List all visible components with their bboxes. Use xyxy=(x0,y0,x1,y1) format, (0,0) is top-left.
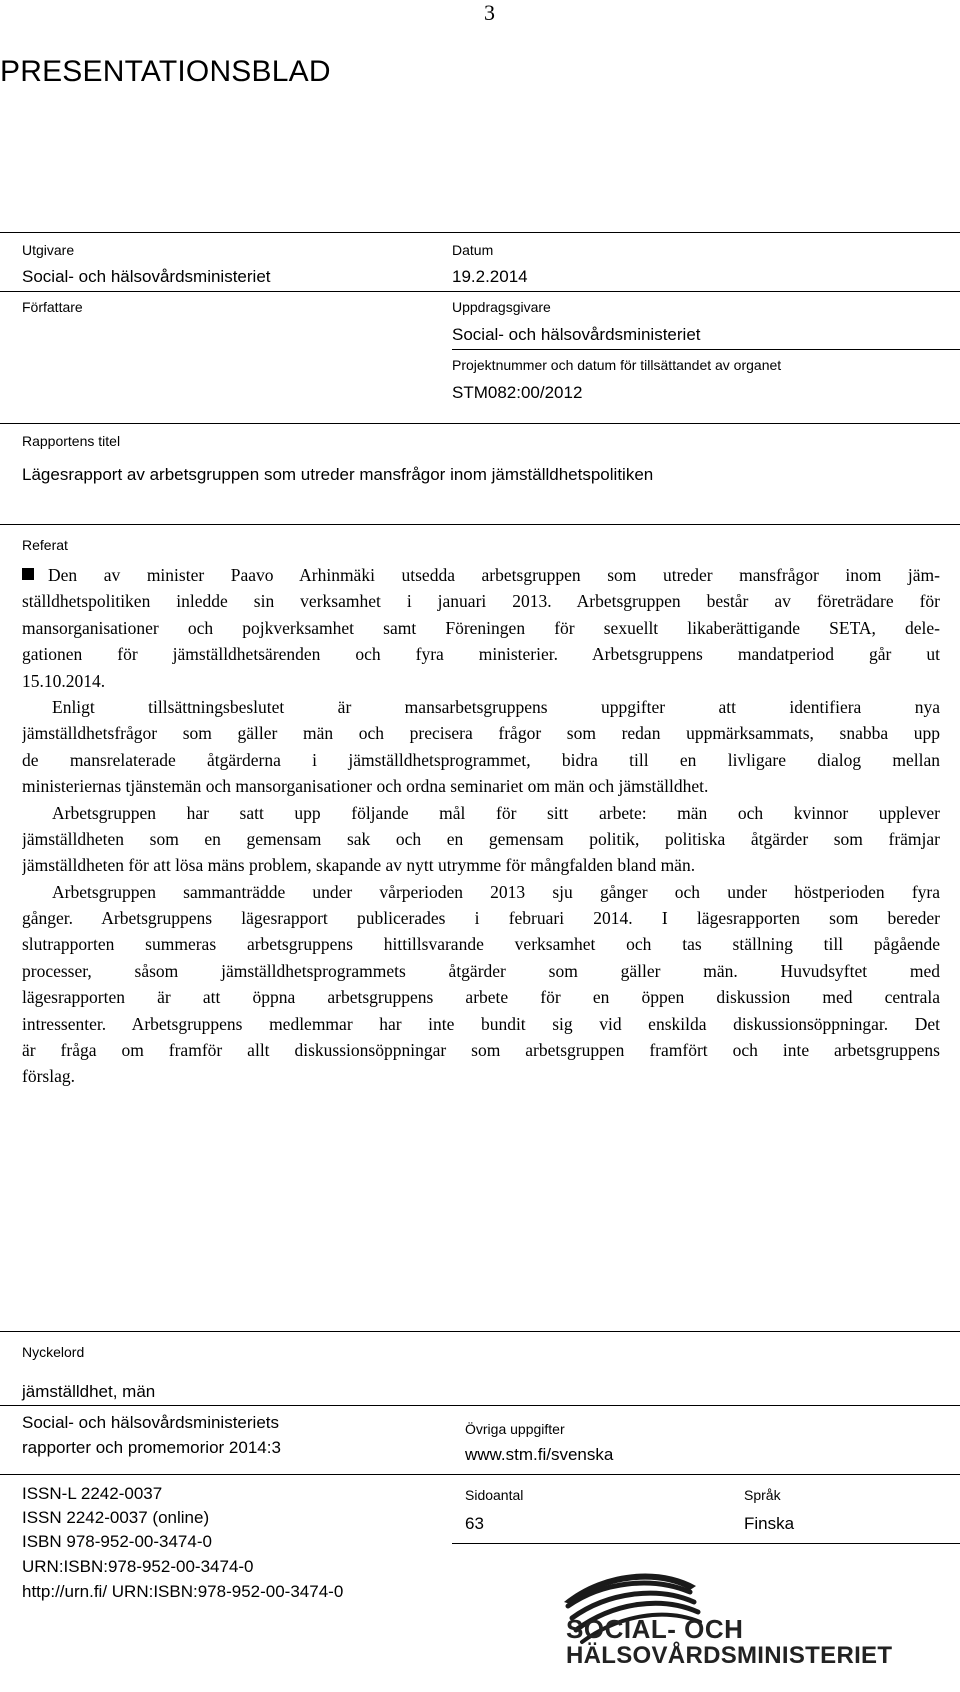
utgivare-value: Social- och hälsovårdsministeriet xyxy=(22,267,271,286)
bullet-icon xyxy=(22,568,34,580)
referat-line: slutrapporten summeras arbetsgruppens hittillsvarande verksamhet och tas ställning till pågående xyxy=(22,934,940,955)
referat-line: lägesrapporten är att öppna arbetsgruppens arbete för en öppen diskussion med centrala xyxy=(22,987,940,1008)
rule-after-sidoantal xyxy=(452,1543,960,1544)
referat-line: jämställdheten för att lösa mäns problem, skapande av nytt utrymme för mångfalden bland män. xyxy=(22,855,696,876)
projekt-label: Projektnummer och datum för tillsättandet av organet xyxy=(452,357,782,373)
referat-line: är fråga om framför allt diskussionsöppningar som arbetsgruppen framfört och inte arbetsgruppens xyxy=(22,1040,940,1061)
rule-after-nyckelord xyxy=(0,1405,960,1406)
identifier-isbn: ISBN 978-952-00-3474-0 xyxy=(22,1532,212,1551)
referat-line: gånger. Arbetsgruppens lägesrapport publicerades i februari 2014. I lägesrapporten som bereder xyxy=(22,908,940,929)
referat-line: gationen för jämställdhetsärenden och fyra ministerier. Arbetsgruppens mandatperiod går ut xyxy=(22,644,940,665)
identifier-url: http://urn.fi/ URN:ISBN:978-952-00-3474-0 xyxy=(22,1582,344,1601)
ministry-logo xyxy=(562,1562,912,1672)
sprak-value: Finska xyxy=(744,1514,795,1533)
referat-line: mansorganisationer och pojkverksamhet samt Föreningen för sexuellt likaberättigande SETA, dele- xyxy=(22,617,940,638)
identifier-issn-online: ISSN 2242-0037 (online) xyxy=(22,1508,210,1527)
sidoantal-label: Sidoantal xyxy=(465,1487,524,1503)
referat-line: jämställdheten som en gemensam sak och en gemensam politik, politiska åtgärder som främjar xyxy=(22,828,940,849)
titel-value: Lägesrapport av arbetsgruppen som utreder mansfrågor inom jämställdhetspolitiken xyxy=(22,465,654,484)
referat-line: Enligt tillsättningsbeslutet är mansarbetsgruppens uppgifter att identifiera nya xyxy=(52,696,940,717)
referat-line: förslag. xyxy=(22,1066,75,1087)
sprak-label: Språk xyxy=(744,1487,781,1503)
top-rule xyxy=(0,232,960,233)
referat-line: Arbetsgruppen har satt upp följande mål för sitt arbete: män och kvinnor upplever xyxy=(52,802,940,823)
ovriga-value: www.stm.fi/svenska xyxy=(465,1445,614,1464)
referat-line: 15.10.2014. xyxy=(22,670,106,691)
referat-line: ministeriernas tjänstemän och mansorganisationer och ordna seminariet om män och jämställdhet. xyxy=(22,776,709,797)
uppdragsgivare-label: Uppdragsgivare xyxy=(452,299,551,315)
titel-label: Rapportens titel xyxy=(22,433,121,449)
referat-body xyxy=(22,562,940,1090)
rule-before-nyckelord xyxy=(0,1331,960,1332)
rule-before-referat xyxy=(0,524,960,525)
referat-line: intressenter. Arbetsgruppens medlemmar har inte bundit sig vid enskilda diskussionsöppningar. Det xyxy=(22,1013,940,1034)
forfattare-label: Författare xyxy=(22,299,83,315)
document-title: PRESENTATIONSBLAD xyxy=(0,55,331,88)
sidoantal-value: 63 xyxy=(465,1514,484,1533)
utgivare-label: Utgivare xyxy=(22,242,75,258)
uppdragsgivare-value: Social- och hälsovårdsministeriet xyxy=(452,325,701,344)
datum-value: 19.2.2014 xyxy=(452,267,528,286)
referat-line: de mansrelaterade åtgärderna i jämställdhetsprogrammet, bidra till en livligare dialog mellan xyxy=(22,749,940,770)
projekt-value: STM082:00/2012 xyxy=(452,383,583,402)
serie-line-2: rapporter och promemorior 2014:3 xyxy=(22,1438,281,1457)
referat-line: Arbetsgruppen sammanträdde under vårperioden 2013 sju gånger och under höstperioden fyra xyxy=(52,881,940,902)
logo-line-2: HÄLSOVÅRDSMINISTERIET xyxy=(566,1642,893,1669)
referat-line: Den av minister Paavo Arhinmäki utsedda arbetsgruppen som utreder mansfrågor inom jäm- xyxy=(22,562,940,588)
rule-before-titel xyxy=(0,423,960,424)
rule-before-identifiers xyxy=(0,1474,960,1475)
referat-line: processer, såsom jämställdhetsprogrammets åtgärder som gäller män. Huvudsyftet med xyxy=(22,960,940,981)
nyckelord-label: Nyckelord xyxy=(22,1344,85,1360)
referat-line: jämställdhetsfrågor som gäller män och precisera frågor som redan uppmärksammats, snabba upp xyxy=(22,723,940,744)
identifier-issn-l: ISSN-L 2242-0037 xyxy=(22,1484,163,1503)
rule-after-utgivare xyxy=(0,291,960,292)
page-number: 3 xyxy=(484,0,495,25)
serie-line-1: Social- och hälsovårdsministeriets xyxy=(22,1413,279,1432)
nyckelord-value: jämställdhet, män xyxy=(22,1382,156,1401)
ovriga-label: Övriga uppgifter xyxy=(465,1421,565,1437)
referat-label: Referat xyxy=(22,537,68,553)
datum-label: Datum xyxy=(452,242,494,258)
identifier-urn: URN:ISBN:978-952-00-3474-0 xyxy=(22,1557,254,1576)
logo-line-1: SOCIAL- OCH xyxy=(566,1614,744,1644)
referat-line: ställdhetspolitiken inledde sin verksamhet i januari 2013. Arbetsgruppen består av företrädare för xyxy=(22,591,940,612)
rule-after-uppdragsgivare xyxy=(452,349,960,350)
